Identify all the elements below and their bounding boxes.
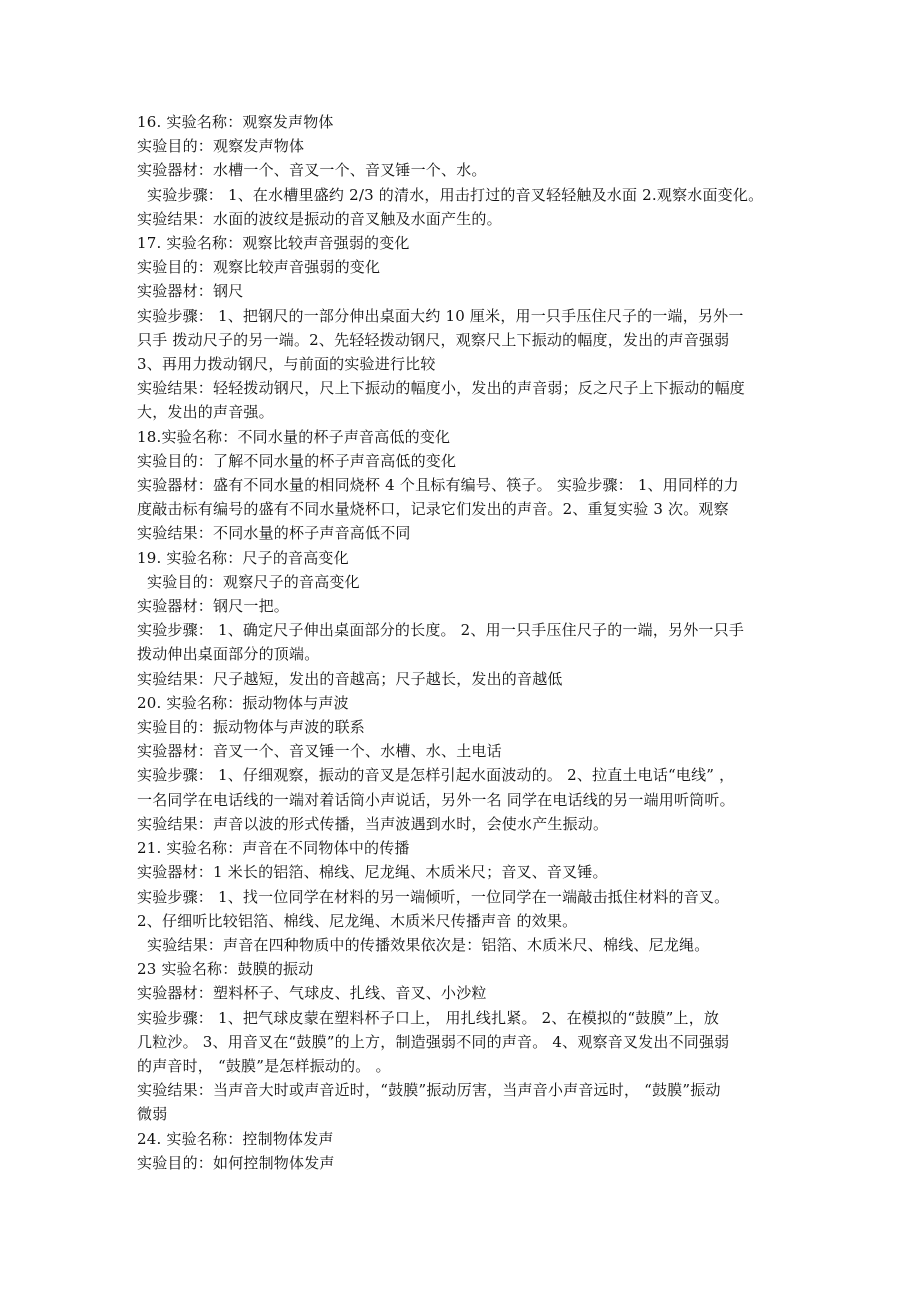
text-line: 实验步骤： 1、找一位同学在材料的另一端倾听，一位同学在一端敲击抵住材料的音叉。 (137, 887, 730, 906)
text-line: 实验器材：塑料杯子、气球皮、扎线、音叉、小沙粒 (137, 984, 487, 1003)
text-line: 实验器材：钢尺一把。 (137, 597, 290, 616)
text-line: 的声音时， “鼓膜”是怎样振动的。 。 (137, 1056, 391, 1075)
text-line: 21. 实验名称：声音在不同物体中的传播 (137, 839, 410, 858)
text-line: 实验步骤： 1、把气球皮蒙在塑料杯子口上， 用扎线扎紧。 2、在模拟的“鼓膜”上，放 (137, 1008, 720, 1027)
text-line: 实验结果：声音在四种物质中的传播效果依次是：铝箔、木质米尺、棉线、尼龙绳。 (147, 935, 710, 954)
text-line: 实验步骤： 1、仔细观察，振动的音叉是怎样引起水面波动的。 2、拉直土电话“电线” ， (137, 766, 735, 785)
text-line: 实验结果：尺子越短，发出的音越高；尺子越长，发出的音越低 (137, 669, 563, 688)
text-line: 2、仔细听比较铝箔、棉线、尼龙绳、木质米尺传播声音 的效果。 (137, 911, 578, 930)
text-line: 23 实验名称：鼓膜的振动 (137, 960, 314, 979)
text-line: 19. 实验名称：尺子的音高变化 (137, 548, 349, 567)
text-line: 实验结果：水面的波纹是振动的音叉触及水面产生的。 (137, 209, 502, 228)
text-line: 实验器材：盛有不同水量的相同烧杯 4 个且标有编号、筷子。 实验步骤： 1、用同样的力 (137, 476, 739, 495)
text-line: 大，发出的声音强。 (137, 403, 274, 422)
text-line: 拨动伸出桌面部分的顶端。 (137, 645, 320, 664)
text-line: 实验器材：水槽一个、音叉一个、音叉锤一个、水。 (137, 161, 487, 180)
text-line: 微弱 (137, 1105, 168, 1124)
text-line: 度敲击标有编号的盛有不同水量烧杯口，记录它们发出的声音。2、重复实验 3 次。观察 (137, 500, 729, 519)
text-line: 实验结果：当声音大时或声音近时，“鼓膜”振动厉害，当声音小声音远时， “鼓膜”振动 (137, 1081, 721, 1100)
text-line: 实验结果：不同水量的杯子声音高低不同 (137, 524, 411, 543)
text-line: 实验目的：了解不同水量的杯子声音高低的变化 (137, 451, 457, 470)
text-line: 实验器材：音叉一个、音叉锤一个、水槽、水、土电话 (137, 742, 502, 761)
text-line: 实验目的：如何控制物体发声 (137, 1153, 335, 1172)
text-line: 实验器材：钢尺 (137, 282, 244, 301)
text-line: 实验步骤： 1、确定尺子伸出桌面部分的长度。 2、用一只手压住尺子的一端，另外一只手 (137, 621, 745, 640)
text-line: 实验目的：观察发声物体 (137, 137, 305, 156)
text-line: 实验目的：观察比较声音强弱的变化 (137, 258, 381, 277)
text-line: 16. 实验名称：观察发声物体 (137, 113, 334, 131)
text-line: 18.实验名称：不同水量的杯子声音高低的变化 (137, 427, 451, 446)
text-line: 实验结果：声音以波的形式传播，当声波遇到水时，会使水产生振动。 (137, 814, 609, 833)
text-line: 实验步骤： 1、把钢尺的一部分伸出桌面大约 10 厘米，用一只手压住尺子的一端，另外一 (137, 306, 744, 325)
text-line: 20. 实验名称：振动物体与声波 (137, 693, 349, 712)
text-line: 17. 实验名称：观察比较声音强弱的变化 (137, 234, 410, 253)
text-line: 实验目的：观察尺子的音高变化 (147, 572, 360, 591)
text-line: 几粒沙。 3、用音叉在“鼓膜”的上方，制造强弱不同的声音。 4、观察音叉发出不同强弱 (137, 1032, 730, 1051)
text-line: 只手 拨动尺子的另一端。2、先轻轻拨动钢尺，观察尺上下振动的幅度，发出的声音强弱 (137, 330, 730, 349)
text-line: 实验步骤： 1、在水槽里盛约 2/3 的清水，用击打过的音叉轻轻触及水面 2.观察水面变化。 (147, 185, 764, 204)
document-body (137, 110, 797, 1175)
text-line: 24. 实验名称：控制物体发声 (137, 1129, 334, 1148)
text-line: 一名同学在电话线的一端对着话筒小声说话，另外一名 同学在电话线的另一端用听筒听。 (137, 790, 735, 809)
text-line: 实验器材：1 米长的铝箔、棉线、尼龙绳、木质米尺；音叉、音叉锤。 (137, 863, 608, 882)
text-line: 实验目的：振动物体与声波的联系 (137, 718, 366, 737)
text-line: 实验结果：轻轻拨动钢尺，尺上下振动的幅度小，发出的声音弱；反之尺子上下振动的幅度 (137, 379, 746, 398)
text-line: 3、再用力拨动钢尺，与前面的实验进行比较 (137, 355, 436, 374)
